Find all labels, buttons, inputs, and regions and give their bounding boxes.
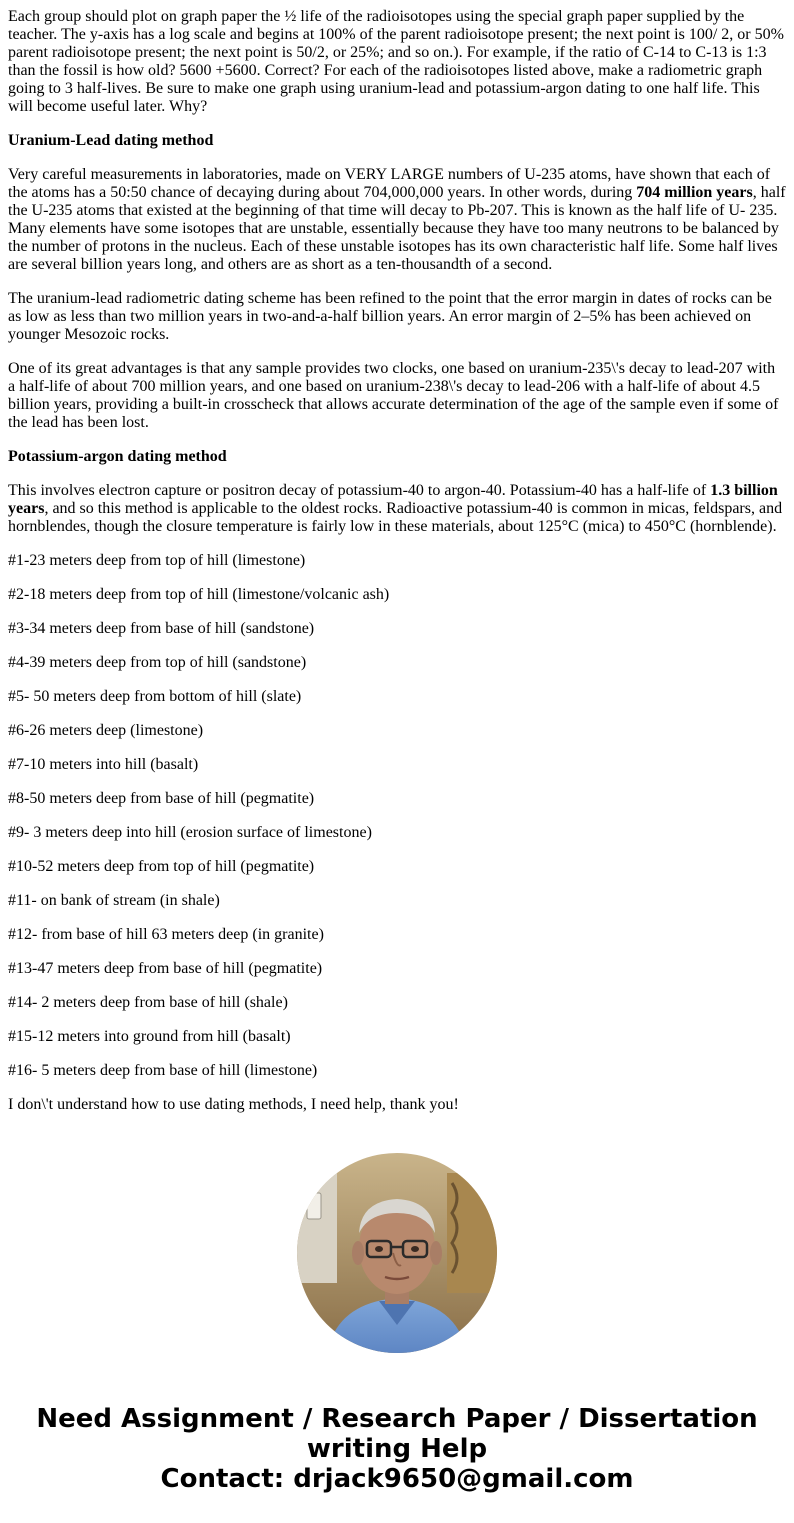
sample-item: #11- on bank of stream (in shale) [8, 892, 220, 909]
help-banner [0, 1404, 794, 1494]
sample-item: #7-10 meters into hill (basalt) [8, 756, 199, 773]
uranium-lead-heading: Uranium-Lead dating method [8, 132, 214, 149]
sample-item: #2-18 meters deep from top of hill (limestone/volcanic ash) [8, 586, 390, 603]
tutor-portrait-illustration [297, 1153, 497, 1353]
sample-item: #3-34 meters deep from base of hill (sandstone) [8, 620, 315, 637]
potassium-argon-p1-before: This involves electron capture or positron decay of potassium-40 to argon-40. Potassium-40 has a half-life of [8, 482, 711, 499]
uranium-lead-half-life-bold: 704 million years [636, 184, 753, 201]
sample-item: #16- 5 meters deep from base of hill (limestone) [8, 1062, 318, 1079]
uranium-lead-p1-before: Very careful measurements in laboratories, made on VERY LARGE numbers of U-235 atoms, have shown that each of the atoms has a 50:50 chance of decaying during about 704,000,000 years. In other words, during [8, 166, 771, 201]
sample-item: #1-23 meters deep from top of hill (limestone) [8, 552, 306, 569]
sample-list [8, 552, 786, 1080]
banner-contact-line: Contact: drjack9650@gmail.com [160, 1464, 634, 1494]
sample-item: #14- 2 meters deep from base of hill (shale) [8, 994, 288, 1011]
sample-item: #12- from base of hill 63 meters deep (in granite) [8, 926, 324, 943]
intro-paragraph: Each group should plot on graph paper the ½ life of the radioisotopes using the special graph paper supplied by the teacher. The y-axis has a log scale and begins at 100% of the parent radioisotope present; the next point is 100/ 2, or 50% parent radioisotope present; the next point is 50/2, or 25%; and so on.). For example, if the ratio of C-14 to C-13 is 1:3 than the fossil is how old? 5600 +5600. Correct? For each of the radioisotopes listed above, make a radiometric graph going to 3 half-lives. Be sure to make one graph using uranium-lead and potassium-argon dating to one half life. This will become useful later. Why? [8, 8, 784, 115]
potassium-argon-heading: Potassium-argon dating method [8, 448, 227, 465]
potassium-argon-paragraph [8, 482, 786, 536]
tutor-avatar [297, 1153, 497, 1353]
sample-item: #13-47 meters deep from base of hill (pegmatite) [8, 960, 323, 977]
banner-line-1: Need Assignment / Research Paper / Dissertation [36, 1404, 758, 1434]
closing-question: I don\'t understand how to use dating methods, I need help, thank you! [8, 1096, 459, 1113]
sample-item: #9- 3 meters deep into hill (erosion surface of limestone) [8, 824, 372, 841]
potassium-argon-p1-after: , and so this method is applicable to the oldest rocks. Radioactive potassium-40 is common in micas, feldspars, and hornblendes, though the closure temperature is fairly low in these materials, about 125°C (mica) to 450°C (hornblende). [8, 500, 783, 535]
sample-item: #8-50 meters deep from base of hill (pegmatite) [8, 790, 315, 807]
sample-item: #15-12 meters into ground from hill (basalt) [8, 1028, 291, 1045]
potassium-argon-half-life-bold: 1.3 billion years [8, 482, 778, 517]
question-document [8, 8, 786, 1130]
sample-item: #5- 50 meters deep from bottom of hill (slate) [8, 688, 302, 705]
sample-item: #4-39 meters deep from top of hill (sandstone) [8, 654, 307, 671]
uranium-lead-p1-after: , half the U-235 atoms that existed at the beginning of that time will decay to Pb-207. This is known as the half life of U- 235. Many elements have some isotopes that are unstable, essentially because they have too many neutrons to be balanced by the number of protons in the nucleus. Each of these unstable isotopes has its own characteristic half life. Some half lives are several billion years long, and others are as short as a ten-thousandth of a second. [8, 184, 786, 273]
uranium-lead-paragraph-1 [8, 166, 786, 274]
sample-item: #6-26 meters deep (limestone) [8, 722, 204, 739]
sample-item: #10-52 meters deep from top of hill (pegmatite) [8, 858, 315, 875]
uranium-lead-paragraph-3: One of its great advantages is that any sample provides two clocks, one based on uranium-235\'s decay to lead-207 with a half-life of about 700 million years, and one based on uranium-238\'s decay to lead-206 with a half-life of about 4.5 billion years, providing a built-in crosscheck that allows accurate determination of the age of the sample even if some of the lead has been lost. [8, 360, 779, 431]
banner-line-2: writing Help [306, 1434, 488, 1464]
uranium-lead-paragraph-2: The uranium-lead radiometric dating scheme has been refined to the point that the error margin in dates of rocks can be as low as less than two million years in two-and-a-half billion years. An error margin of 2–5% has been achieved on younger Mesozoic rocks. [8, 290, 772, 343]
